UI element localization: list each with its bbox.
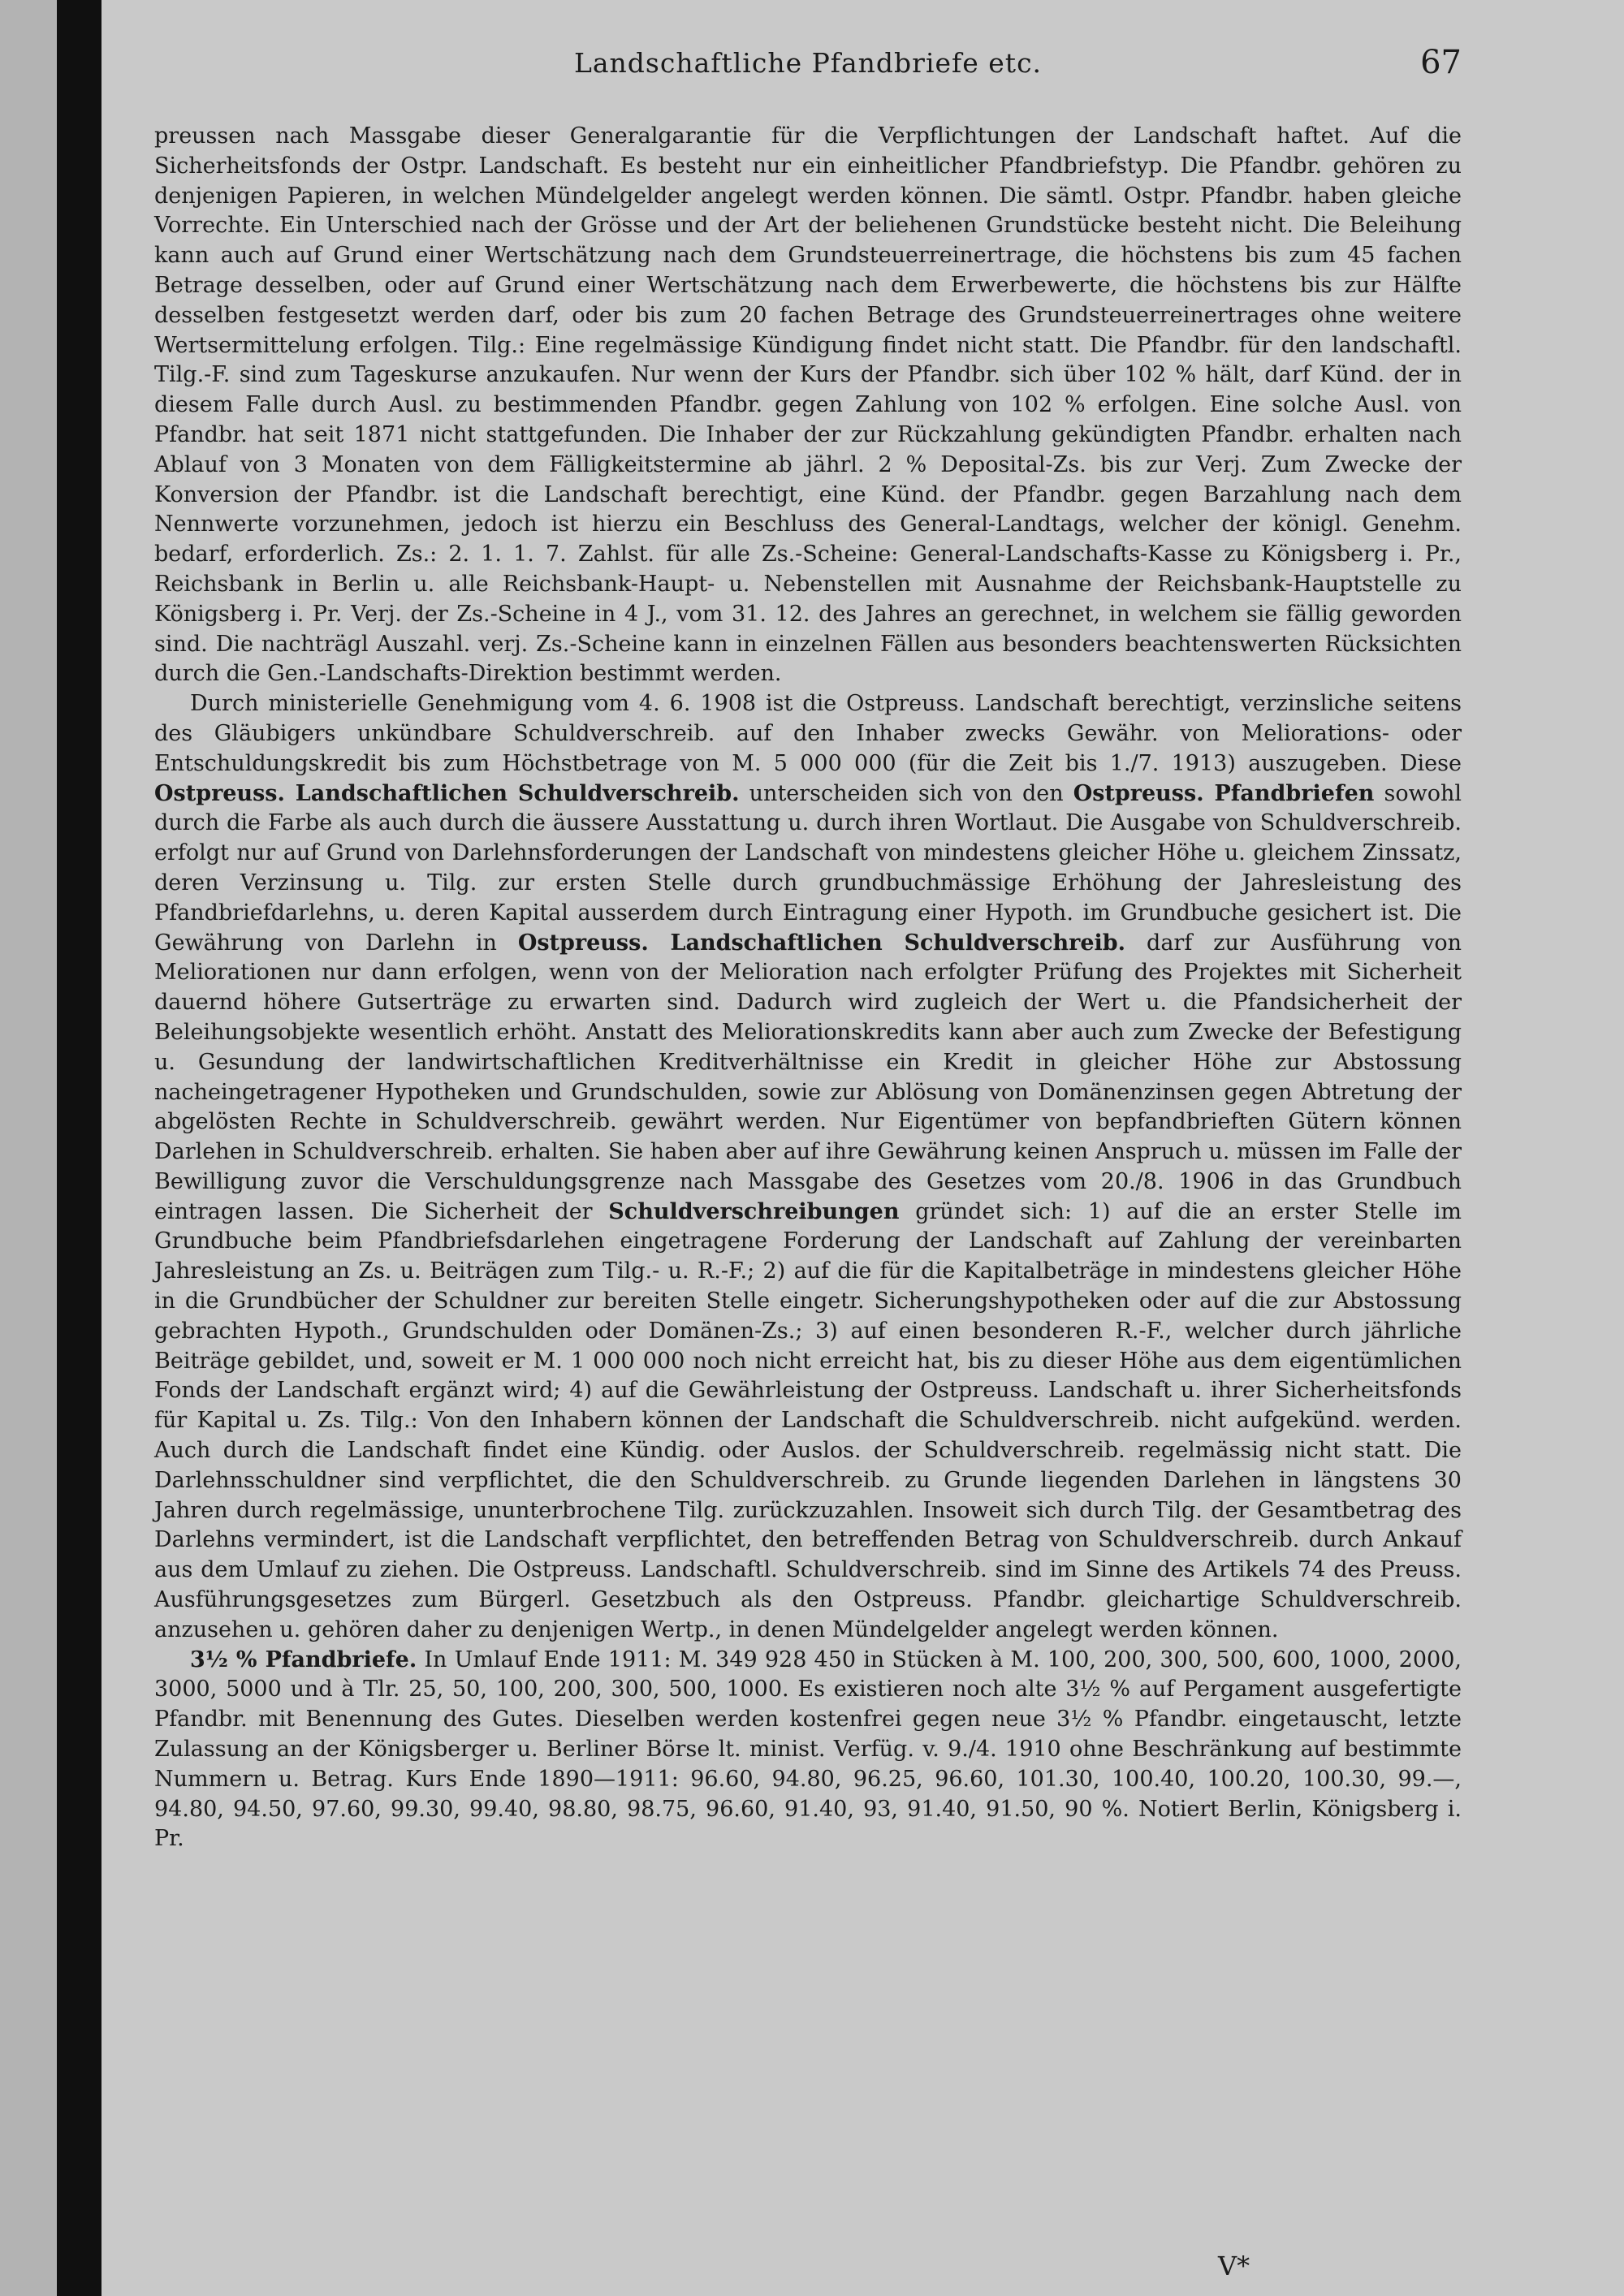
text-run: In Umlauf Ende 1911: M. 349 928 450 in Stücken à M. 100, 200, 300, 500, 600, 1000, 2000, 3000, 5000 und à Tlr. 25, 50, 100, 200, 300, 500, 1000. Es existieren noch alte 3½ % auf Pergament ausgefertigte Pfandbr. mit Benennung des Gutes. Dieselben werden kostenfrei gegen neue 3½ % Pfandbr. eingetauscht, letzte Zulassung an der Königsberger u. Berliner Börse lt. minist. Verfüg. v. 9./4. 1910 ohne Beschränkung auf bestimmte Nummern u. Betrag. Kurs Ende 1890—1911: 96.60, 94.80, 96.25, 96.60, 101.30, 100.40, 100.20, 100.30, 99.—, 94.80, 94.50, 97.60, 99.30, 99.40, 98.80, 98.75, 96.60, 91.40, 93, 91.40, 91.50, 90 %. Notiert Berlin, Königsberg i. Pr. bbox=[154, 1646, 1462, 1852]
text-run: Durch ministerielle Genehmigung vom 4. 6. 1908 ist die Ostpreuss. Landschaft berechtigt, verzinsliche seitens des Gläubigers unkündbare Schuldverschreib. auf den Inhaber zwecks Gewähr. von Meliorations- oder Entschuldungskredit bis zum Höchstbetrage von M. 5 000 000 (für die Zeit bis 1./7. 1913) auszugeben. Diese bbox=[154, 691, 1462, 776]
text-run: darf zur Ausführung von Meliorationen nur dann erfolgen, wenn von der Melioration nach erfolgter Prüfung des Projektes mit Sicherheit dauernd höhere Gutserträge zu erwarten sind. Dadurch wird zugleich der Wert u. die Pfandsicherheit der Beleihungsobjekte wesentlich erhöht. Anstatt des Meliorationskredits kann aber auch zum Zwecke der Befestigung u. Gesundung der landwirtschaftlichen Kreditverhältnisse ein Kredit in gleicher Höhe zur Abstossung nacheingetragener Hypotheken und Grundschulden, sowie zur Ablösung von Domänenzinsen gegen Abtretung der abgelösten Rechte in Schuldverschreib. gewährt werden. Nur Eigentümer von bepfandbrieften Gütern können Darlehen in Schuldverschreib. erhalten. Sie haben aber auf ihre Gewährung keinen Anspruch u. müssen im Falle der Bewilligung zuvor die Verschuldungsgrenze nach Massgabe des Gesetzes vom 20./8. 1906 in das Grundbuch eintragen lassen. Die Sicherheit der bbox=[154, 930, 1462, 1224]
book-spine-shadow bbox=[57, 0, 102, 2296]
text-run: sowohl durch die Farbe als auch durch die äussere Ausstattung u. durch ihren Wortlaut. Die Ausgabe von Schuldverschreib. erfolgt nur auf Grund von Darlehnsforderungen der Landschaft von mindestens gleicher Höhe u. gleichem Zinssatz, deren Verzinsung u. Tilg. zur ersten Stelle durch grundbuchmässige Erhöhung der Jahresleistung des Pfandbriefdarlehns, u. deren Kapital ausserdem durch Eintragung einer Hypoth. im Grundbuche gesichert ist. Die Gewährung von Darlehn in bbox=[154, 780, 1462, 956]
bold-term: Ostpreuss. Landschaftlichen Schuldverschreib. bbox=[517, 930, 1126, 956]
bold-term: Schuldverschreibungen bbox=[608, 1198, 900, 1224]
section-heading: 3½ % Pfandbriefe. bbox=[190, 1646, 417, 1672]
page-number: 67 bbox=[1420, 44, 1462, 81]
paragraph-sicherheit-pfandbriefe: preussen nach Massgabe dieser Generalgarantie für die Verpflichtungen der Landschaft haftet. Auf die Sicherheitsfonds der Ostpr. Landschaft. Es besteht nur ein einheitlicher Pfandbriefstyp. Die Pfandbr. gehören zu denjenigen Papieren, in welchen Mündelgelder angelegt werden können. Die sämtl. Ostpr. Pfandbr. haben gleiche Vorrechte. Ein Unterschied nach der Grösse und der Art der beliehenen Grundstücke besteht nicht. Die Beleihung kann auch auf Grund einer Wertschätzung nach dem Grundsteuerreinertrage, die höchstens bis zum 45 fachen Betrage desselben, oder auf Grund einer Wertschätzung nach dem Erwerbewerte, die höchstens bis zur Hälfte desselben festgesetzt werden darf, oder bis zum 20 fachen Betrage des Grundsteuerreinertrages ohne weitere Wertsermittelung erfolgen. Tilg.: Eine regelmässige Kündigung findet nicht statt. Die Pfandbr. für den landschaftl. Tilg.-F. sind zum Tageskurse anzukaufen. Nur wenn der Kurs der Pfandbr. sich über 102 % hält, darf Künd. der in diesem Falle durch Ausl. zu bestimmenden Pfandbr. gegen Zahlung von 102 % erfolgen. Eine solche Ausl. von Pfandbr. hat seit 1871 nicht stattgefunden. Die Inhaber der zur Rückzahlung gekündigten Pfandbr. erhalten nach Ablauf von 3 Monaten von dem Fälligkeitstermine ab jährl. 2 % Deposital-Zs. bis zur Verj. Zum Zwecke der Konversion der Pfandbr. ist die Landschaft berechtigt, eine Künd. der Pfandbr. gegen Barzahlung nach dem Nennwerte vorzunehmen, jedoch ist hierzu ein Beschluss des General-Landtags, welcher der königl. Genehm. bedarf, erforderlich. Zs.: 2. 1. 1. 7. Zahlst. für alle Zs.-Scheine: General-Landschafts-Kasse zu Königsberg i. Pr., Reichsbank in Berlin u. alle Reichsbank-Haupt- u. Nebenstellen mit Ausnahme der Reichsbank-Hauptstelle zu Königsberg i. Pr. Verj. der Zs.-Scheine in 4 J., vom 31. 12. des Jahres an gerechnet, in welchem sie fällig geworden sind. Die nachträgl Auszahl. verj. Zs.-Scheine kann in einzelnen Fällen aus besonders beachtenswerten Rücksichten durch die Gen.-Landschafts-Direktion bestimmt werden. bbox=[154, 123, 1462, 687]
bold-term: Ostpreuss. Pfandbriefen bbox=[1073, 780, 1375, 806]
paragraph-pfandbriefe-3-5 bbox=[154, 1646, 1462, 1855]
text-run: gründet sich: 1) auf die an erster Stelle im Grundbuche beim Pfandbriefsdarlehen eingetragene Forderung der Landschaft auf Zahlung der vereinbarten Jahresleistung an Zs. u. Beiträgen zum Tilg.- u. R.-F.; 2) auf die für die Kapitalbeträge in mindestens gleicher Höhe in die Grundbücher der Schuldner zur bereiten Stelle eingetr. Sicherungshypotheken oder auf die zur Abstossung gebrachten Hypoth., Grundschulden oder Domänen-Zs.; 3) auf einen besonderen R.-F., welcher durch jährliche Beiträge gebildet, und, soweit er M. 1 000 000 noch nicht erreicht hat, bis zu dieser Höhe aus dem eigentümlichen Fonds der Landschaft ergänzt wird; 4) auf die Gewährleistung der Ostpreuss. Landschaft u. ihrer Sicherheitsfonds für Kapital u. Zs. Tilg.: Von den Inhabern können der Landschaft die Schuldverschreib. nicht aufgekünd. werden. Auch durch die Landschaft findet eine Kündig. oder Auslos. der Schuldverschreib. regelmässig nicht statt. Die Darlehnsschuldner sind verpflichtet, die den Schuldverschreib. zu Grunde liegenden Darlehen in längstens 30 Jahren durch regelmässige, ununterbrochene Tilg. zurückzuzahlen. Insoweit sich durch Tilg. der Gesamtbetrag des Darlehns vermindert, ist die Landschaft verpflichtet, den betreffenden Betrag von Schuldverschreib. durch Ankauf aus dem Umlauf zu ziehen. Die Ostpreuss. Landschaftl. Schuldverschreib. sind im Sinne des Artikels 74 des Preuss. Ausführungsgesetzes zum Bürgerl. Gesetzbuch als den Ostpreuss. Pfandbr. gleichartige Schuldverschreib. anzusehen u. gehören daher zu denjenigen Wertp., in denen Mündelgelder angelegt werden können. bbox=[154, 1198, 1462, 1642]
text-run: unterscheiden sich von den bbox=[749, 780, 1064, 806]
page-header bbox=[154, 44, 1462, 88]
paragraph-schuldverschreibungen bbox=[154, 689, 1462, 1646]
adjacent-page-margin bbox=[0, 0, 57, 2296]
running-head: Landschaftliche Pfandbriefe etc. bbox=[573, 47, 1043, 79]
page-body bbox=[154, 122, 1462, 1854]
signature-mark: V* bbox=[1218, 2251, 1250, 2281]
bold-term: Ostpreuss. Landschaftlichen Schuldverschreib. bbox=[154, 780, 740, 806]
